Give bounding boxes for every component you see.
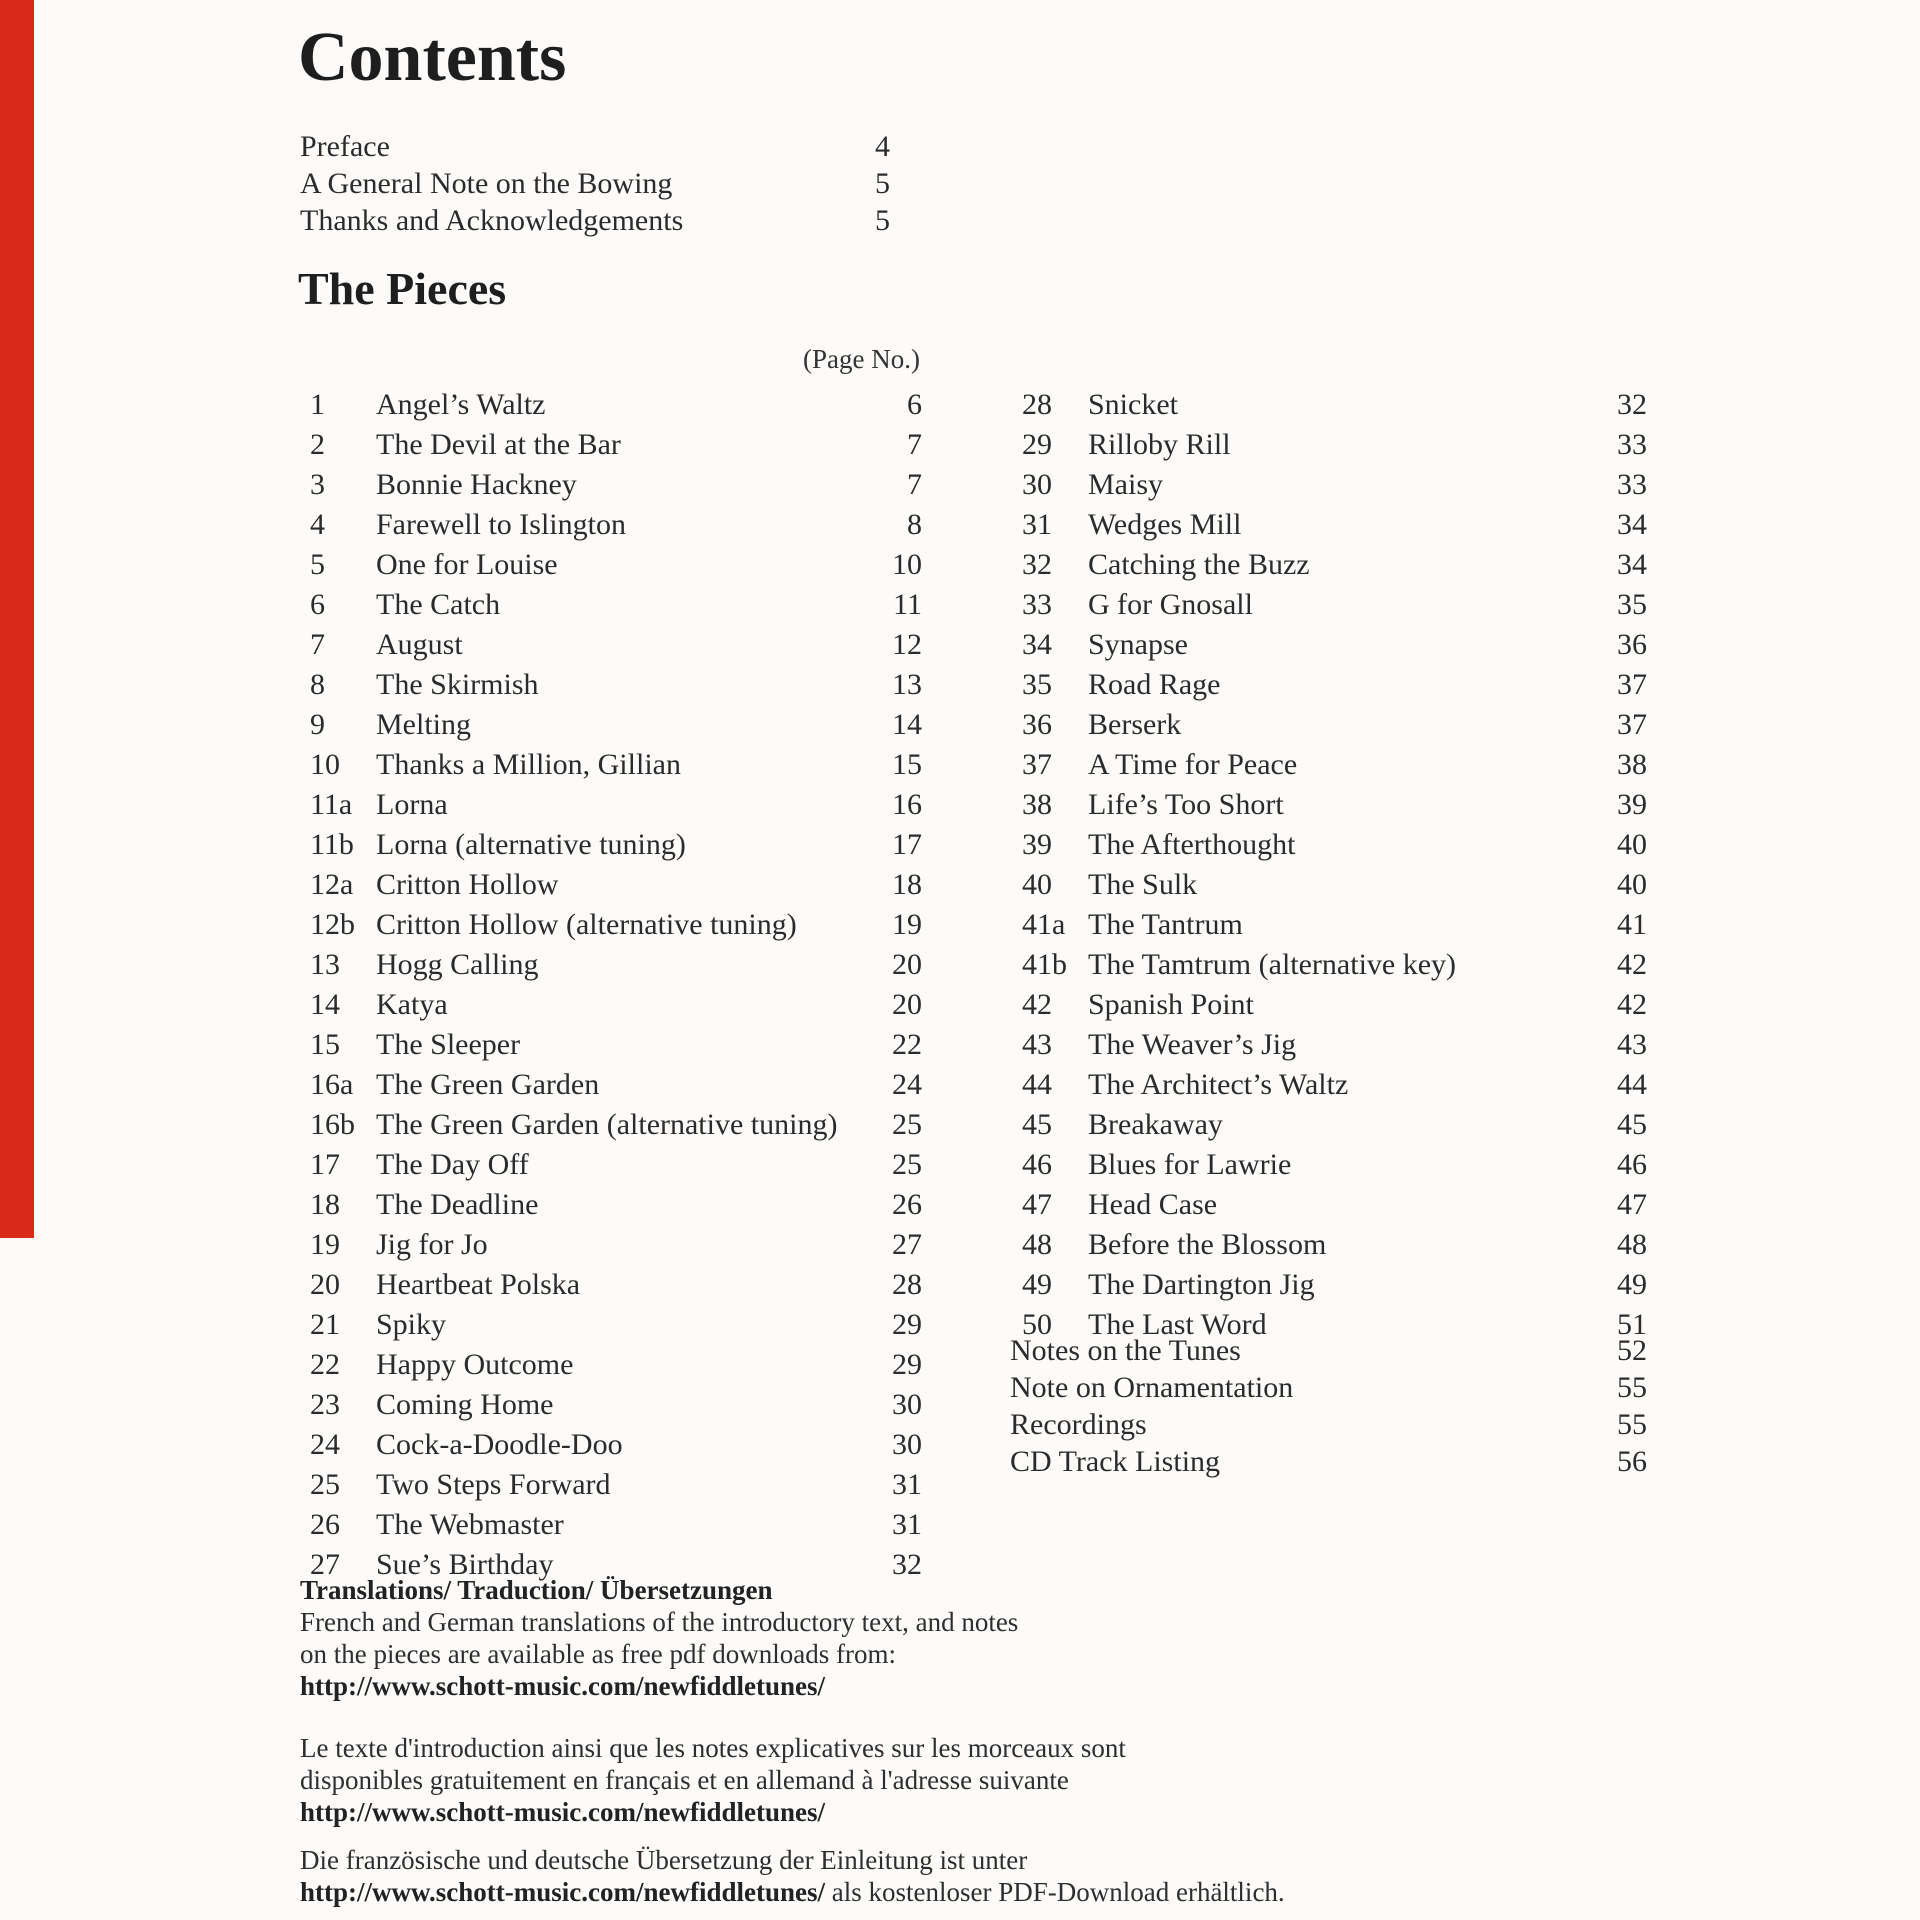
toc-entry-number: 12a bbox=[310, 868, 354, 901]
toc-entry-number: 34 bbox=[1022, 628, 1052, 661]
toc-entry-page-number: 29 bbox=[892, 1308, 922, 1341]
toc-row-page-number: 55 bbox=[1617, 1371, 1647, 1404]
toc-entry-number: 41a bbox=[1022, 908, 1066, 941]
toc-entry-title: Farewell to Islington bbox=[376, 508, 626, 541]
translations-french-line-1: Le texte d'introduction ainsi que les notes explicatives sur les morceaux sont bbox=[300, 1733, 1126, 1763]
toc-entry-page-number: 47 bbox=[1617, 1188, 1647, 1221]
toc-entry-row bbox=[1022, 745, 1647, 785]
toc-entry-title: Bonnie Hackney bbox=[376, 468, 577, 501]
toc-entry-row bbox=[1022, 905, 1647, 945]
translations-german-line-2 bbox=[300, 1876, 1400, 1908]
toc-entry-number: 25 bbox=[310, 1468, 340, 1501]
toc-entry-row bbox=[310, 705, 922, 745]
toc-entry-row bbox=[1022, 425, 1647, 465]
toc-entry-title: The Sulk bbox=[1088, 868, 1198, 901]
toc-entry-number: 3 bbox=[310, 468, 325, 501]
toc-entry-title: Jig for Jo bbox=[376, 1228, 488, 1261]
toc-entry-page-number: 20 bbox=[892, 948, 922, 981]
toc-entry-title: The Skirmish bbox=[376, 668, 539, 701]
toc-entry-row bbox=[1022, 505, 1647, 545]
toc-entry-number: 35 bbox=[1022, 668, 1052, 701]
toc-simple-row bbox=[1010, 1369, 1647, 1406]
toc-entry-row bbox=[310, 1465, 922, 1505]
toc-entry-page-number: 37 bbox=[1617, 708, 1647, 741]
toc-entry-title: Heartbeat Polska bbox=[376, 1268, 581, 1301]
toc-row-page-number: 5 bbox=[875, 167, 890, 200]
toc-entry-row bbox=[310, 1185, 922, 1225]
toc-entry-number: 21 bbox=[310, 1308, 340, 1341]
toc-entry-number: 16a bbox=[310, 1068, 354, 1101]
toc-entry-title: Spanish Point bbox=[1088, 988, 1254, 1021]
toc-entry-row bbox=[1022, 1065, 1647, 1105]
toc-row-label: Recordings bbox=[1010, 1408, 1147, 1441]
toc-entry-page-number: 25 bbox=[892, 1108, 922, 1141]
toc-entry-number: 39 bbox=[1022, 828, 1052, 861]
toc-entry-title: Happy Outcome bbox=[376, 1348, 574, 1381]
toc-entry-row bbox=[310, 1225, 922, 1265]
toc-entry-number: 45 bbox=[1022, 1108, 1052, 1141]
toc-entry-title: Head Case bbox=[1088, 1188, 1218, 1221]
toc-entry-row bbox=[310, 825, 922, 865]
toc-entry-title: The Tamtrum (alternative key) bbox=[1088, 948, 1457, 981]
toc-entry-page-number: 31 bbox=[892, 1508, 922, 1541]
toc-entry-page-number: 27 bbox=[892, 1228, 922, 1261]
toc-entry-page-number: 30 bbox=[892, 1388, 922, 1421]
toc-entry-title: Berserk bbox=[1088, 708, 1182, 741]
toc-entry-number: 16b bbox=[310, 1108, 355, 1141]
toc-entry-number: 48 bbox=[1022, 1228, 1052, 1261]
left-edge-red-stripe bbox=[0, 0, 34, 1238]
toc-entry-title: The Devil at the Bar bbox=[376, 428, 621, 461]
toc-entry-number: 50 bbox=[1022, 1308, 1052, 1341]
toc-entry-number: 1 bbox=[310, 388, 325, 421]
toc-entry-row bbox=[310, 1425, 922, 1465]
toc-entry-page-number: 34 bbox=[1617, 508, 1647, 541]
spacer bbox=[300, 1702, 1400, 1732]
toc-entry-page-number: 32 bbox=[892, 1548, 922, 1581]
toc-row-label: A General Note on the Bowing bbox=[300, 167, 673, 200]
toc-entry-number: 37 bbox=[1022, 748, 1052, 781]
toc-entry-title: Cock-a-Doodle-Doo bbox=[376, 1428, 623, 1461]
toc-entry-row bbox=[310, 1385, 922, 1425]
toc-entry-title: The Last Word bbox=[1088, 1308, 1267, 1341]
toc-entry-number: 17 bbox=[310, 1148, 340, 1181]
toc-entry-row bbox=[310, 945, 922, 985]
toc-entry-title: The Deadline bbox=[376, 1188, 539, 1221]
toc-entry-number: 15 bbox=[310, 1028, 340, 1061]
toc-entry-page-number: 42 bbox=[1617, 948, 1647, 981]
toc-entry-row bbox=[310, 1025, 922, 1065]
toc-entry-title: Two Steps Forward bbox=[376, 1468, 611, 1501]
toc-simple-row bbox=[1010, 1406, 1647, 1443]
toc-entry-title: Hogg Calling bbox=[376, 948, 539, 981]
toc-entry-title: Rilloby Rill bbox=[1088, 428, 1231, 461]
toc-entry-title: The Day Off bbox=[376, 1148, 529, 1181]
toc-row-page-number: 4 bbox=[875, 130, 890, 163]
toc-entry-title: Life’s Too Short bbox=[1088, 788, 1284, 821]
toc-entry-number: 42 bbox=[1022, 988, 1052, 1021]
toc-entry-title: The Green Garden (alternative tuning) bbox=[376, 1108, 838, 1141]
toc-entry-title: Angel’s Waltz bbox=[376, 388, 546, 421]
toc-entry-title: The Afterthought bbox=[1088, 828, 1296, 861]
toc-entry-page-number: 38 bbox=[1617, 748, 1647, 781]
toc-entry-page-number: 36 bbox=[1617, 628, 1647, 661]
toc-entry-page-number: 44 bbox=[1617, 1068, 1647, 1101]
toc-entry-page-number: 34 bbox=[1617, 548, 1647, 581]
toc-entry-number: 41b bbox=[1022, 948, 1067, 981]
translations-english-line-2: on the pieces are available as free pdf downloads from: bbox=[300, 1639, 897, 1669]
toc-entry-number: 9 bbox=[310, 708, 325, 741]
toc-entry-number: 14 bbox=[310, 988, 340, 1021]
toc-entry-number: 44 bbox=[1022, 1068, 1052, 1101]
toc-entry-title: Sue’s Birthday bbox=[376, 1548, 554, 1581]
toc-entry-page-number: 11 bbox=[893, 588, 922, 621]
toc-entry-title: August bbox=[376, 628, 463, 661]
toc-entry-title: Wedges Mill bbox=[1088, 508, 1242, 541]
toc-entry-title: Katya bbox=[376, 988, 448, 1021]
toc-entry-row bbox=[1022, 1265, 1647, 1305]
toc-entry-title: Thanks a Million, Gillian bbox=[376, 748, 681, 781]
toc-entry-row bbox=[310, 425, 922, 465]
toc-entry-page-number: 18 bbox=[892, 868, 922, 901]
page-title: Contents bbox=[298, 19, 567, 96]
translations-url-german: http://www.schott-music.com/newfiddletunes/ bbox=[300, 1877, 825, 1907]
section-heading: The Pieces bbox=[298, 263, 507, 314]
toc-entry-row bbox=[1022, 1145, 1647, 1185]
toc-entry-page-number: 7 bbox=[907, 428, 922, 461]
toc-simple-row bbox=[300, 165, 890, 202]
toc-entry-page-number: 12 bbox=[892, 628, 922, 661]
toc-simple-row bbox=[1010, 1443, 1647, 1480]
translations-heading: Translations/ Traduction/ Übersetzungen bbox=[300, 1575, 773, 1605]
toc-simple-row bbox=[1010, 1332, 1647, 1369]
toc-entry-row bbox=[1022, 1025, 1647, 1065]
toc-entry-number: 28 bbox=[1022, 388, 1052, 421]
toc-entry-row bbox=[310, 1145, 922, 1185]
toc-entry-page-number: 8 bbox=[907, 508, 922, 541]
translations-english-line-1: French and German translations of the introductory text, and notes bbox=[300, 1607, 1019, 1637]
toc-entry-number: 19 bbox=[310, 1228, 340, 1261]
toc-entry-page-number: 40 bbox=[1617, 828, 1647, 861]
toc-entry-row bbox=[310, 385, 922, 425]
toc-entry-number: 11b bbox=[310, 828, 354, 861]
toc-entry-number: 46 bbox=[1022, 1148, 1052, 1181]
toc-entry-title: Road Rage bbox=[1088, 668, 1221, 701]
toc-entry-row bbox=[310, 545, 922, 585]
toc-entry-number: 22 bbox=[310, 1348, 340, 1381]
toc-entry-title: The Sleeper bbox=[376, 1028, 521, 1061]
translations-french-line-2: disponibles gratuitement en français et en allemand à l'adresse suivante bbox=[300, 1765, 1069, 1795]
toc-entry-page-number: 14 bbox=[892, 708, 922, 741]
toc-entry-title: The Weaver’s Jig bbox=[1088, 1028, 1297, 1061]
front-matter-list bbox=[300, 128, 890, 239]
toc-entry-page-number: 49 bbox=[1617, 1268, 1647, 1301]
toc-entry-number: 40 bbox=[1022, 868, 1052, 901]
toc-entry-number: 33 bbox=[1022, 588, 1052, 621]
toc-entry-title: The Webmaster bbox=[376, 1508, 564, 1541]
toc-entry-page-number: 29 bbox=[892, 1348, 922, 1381]
toc-entry-title: Lorna bbox=[376, 788, 448, 821]
toc-entry-page-number: 19 bbox=[892, 908, 922, 941]
toc-entry-row bbox=[310, 905, 922, 945]
toc-entry-number: 2 bbox=[310, 428, 325, 461]
toc-entry-page-number: 24 bbox=[892, 1068, 922, 1101]
toc-entry-row bbox=[1022, 705, 1647, 745]
toc-entry-page-number: 43 bbox=[1617, 1028, 1647, 1061]
toc-entry-page-number: 20 bbox=[892, 988, 922, 1021]
toc-entry-title: One for Louise bbox=[376, 548, 558, 581]
toc-entry-page-number: 48 bbox=[1617, 1228, 1647, 1261]
toc-entry-row bbox=[1022, 785, 1647, 825]
toc-entry-page-number: 13 bbox=[892, 668, 922, 701]
toc-entry-number: 23 bbox=[310, 1388, 340, 1421]
toc-entry-page-number: 7 bbox=[907, 468, 922, 501]
toc-entry-row bbox=[1022, 545, 1647, 585]
toc-entry-title: The Tantrum bbox=[1088, 908, 1243, 941]
translations-german-line-1: Die französische und deutsche Übersetzung der Einleitung ist unter bbox=[300, 1845, 1028, 1875]
toc-entry-title: Breakaway bbox=[1088, 1108, 1223, 1141]
toc-entry-title: The Catch bbox=[376, 588, 501, 621]
toc-entry-title: G for Gnosall bbox=[1088, 588, 1253, 621]
toc-entry-row bbox=[310, 625, 922, 665]
toc-entry-row bbox=[1022, 585, 1647, 625]
toc-entry-page-number: 15 bbox=[892, 748, 922, 781]
toc-entry-row bbox=[310, 865, 922, 905]
toc-entry-row bbox=[1022, 825, 1647, 865]
toc-entry-page-number: 31 bbox=[892, 1468, 922, 1501]
translations-section bbox=[300, 1574, 1400, 1908]
toc-entry-page-number: 10 bbox=[892, 548, 922, 581]
toc-entry-page-number: 46 bbox=[1617, 1148, 1647, 1181]
toc-entry-number: 20 bbox=[310, 1268, 340, 1301]
toc-entry-row bbox=[1022, 1105, 1647, 1145]
toc-row-page-number: 56 bbox=[1617, 1445, 1647, 1478]
toc-entry-row bbox=[310, 665, 922, 705]
toc-row-label: CD Track Listing bbox=[1010, 1445, 1221, 1478]
toc-entry-number: 6 bbox=[310, 588, 325, 621]
toc-entry-row bbox=[310, 1505, 922, 1545]
toc-entry-title: Lorna (alternative tuning) bbox=[376, 828, 686, 861]
toc-entry-page-number: 35 bbox=[1617, 588, 1647, 621]
toc-entry-number: 12b bbox=[310, 908, 355, 941]
toc-entry-row bbox=[1022, 945, 1647, 985]
toc-entry-row bbox=[310, 585, 922, 625]
toc-entry-page-number: 28 bbox=[892, 1268, 922, 1301]
toc-entry-page-number: 25 bbox=[892, 1148, 922, 1181]
toc-entry-title: Spiky bbox=[376, 1308, 447, 1341]
toc-entry-row bbox=[1022, 625, 1647, 665]
toc-entry-page-number: 33 bbox=[1617, 468, 1647, 501]
toc-entry-number: 31 bbox=[1022, 508, 1052, 541]
toc-entry-title: The Green Garden bbox=[376, 1068, 600, 1101]
toc-entry-page-number: 30 bbox=[892, 1428, 922, 1461]
toc-entry-title: Critton Hollow bbox=[376, 868, 559, 901]
toc-entry-number: 24 bbox=[310, 1428, 340, 1461]
toc-entry-number: 7 bbox=[310, 628, 325, 661]
toc-entry-row bbox=[310, 1345, 922, 1385]
toc-entry-row bbox=[310, 505, 922, 545]
toc-entry-row bbox=[1022, 465, 1647, 505]
toc-entry-page-number: 42 bbox=[1617, 988, 1647, 1021]
toc-entry-number: 27 bbox=[310, 1548, 340, 1581]
toc-entry-number: 26 bbox=[310, 1508, 340, 1541]
toc-entry-page-number: 40 bbox=[1617, 868, 1647, 901]
toc-entry-title: Maisy bbox=[1088, 468, 1163, 501]
toc-entry-row bbox=[1022, 385, 1647, 425]
toc-simple-row bbox=[300, 128, 890, 165]
toc-entry-row bbox=[310, 985, 922, 1025]
toc-entry-title: Blues for Lawrie bbox=[1088, 1148, 1292, 1181]
toc-entry-row bbox=[310, 785, 922, 825]
toc-entry-number: 36 bbox=[1022, 708, 1052, 741]
toc-entry-row bbox=[310, 465, 922, 505]
toc-entry-number: 43 bbox=[1022, 1028, 1052, 1061]
toc-entry-page-number: 41 bbox=[1617, 908, 1647, 941]
toc-row-label: Notes on the Tunes bbox=[1010, 1334, 1241, 1367]
toc-entry-page-number: 22 bbox=[892, 1028, 922, 1061]
toc-row-page-number: 5 bbox=[875, 204, 890, 237]
toc-entry-number: 5 bbox=[310, 548, 325, 581]
toc-row-label: Note on Ornamentation bbox=[1010, 1371, 1294, 1404]
toc-row-label: Thanks and Acknowledgements bbox=[300, 204, 684, 237]
toc-entry-page-number: 6 bbox=[907, 388, 922, 421]
page-no-column-label: (Page No.) bbox=[803, 344, 920, 374]
toc-entry-row bbox=[310, 745, 922, 785]
toc-entry-row bbox=[1022, 985, 1647, 1025]
toc-entry-row bbox=[310, 1305, 922, 1345]
spacer bbox=[300, 1828, 1400, 1844]
translations-url-french: http://www.schott-music.com/newfiddletunes/ bbox=[300, 1797, 825, 1827]
toc-entry-title: The Dartington Jig bbox=[1088, 1268, 1315, 1301]
toc-entry-title: Snicket bbox=[1088, 388, 1178, 421]
toc-entry-number: 11a bbox=[310, 788, 353, 821]
toc-entry-title: Catching the Buzz bbox=[1088, 548, 1310, 581]
translations-url-english: http://www.schott-music.com/newfiddletunes/ bbox=[300, 1671, 825, 1701]
toc-entry-page-number: 45 bbox=[1617, 1108, 1647, 1141]
toc-entry-row bbox=[1022, 665, 1647, 705]
toc-entry-title: Coming Home bbox=[376, 1388, 554, 1421]
toc-entry-title: A Time for Peace bbox=[1088, 748, 1298, 781]
toc-entry-page-number: 33 bbox=[1617, 428, 1647, 461]
toc-entry-title: The Architect’s Waltz bbox=[1088, 1068, 1349, 1101]
translations-german-suffix: als kostenloser PDF-Download erhältlich. bbox=[825, 1877, 1285, 1907]
toc-entry-title: Synapse bbox=[1088, 628, 1188, 661]
toc-entry-number: 8 bbox=[310, 668, 325, 701]
toc-entry-number: 18 bbox=[310, 1188, 340, 1221]
toc-entry-page-number: 16 bbox=[892, 788, 922, 821]
toc-entry-page-number: 37 bbox=[1617, 668, 1647, 701]
toc-simple-row bbox=[300, 202, 890, 239]
back-matter-list bbox=[1010, 1332, 1647, 1480]
toc-row-page-number: 55 bbox=[1617, 1408, 1647, 1441]
toc-entry-page-number: 51 bbox=[1617, 1308, 1647, 1341]
toc-entry-number: 30 bbox=[1022, 468, 1052, 501]
toc-entry-number: 13 bbox=[310, 948, 340, 981]
toc-entry-page-number: 17 bbox=[892, 828, 922, 861]
toc-entry-number: 38 bbox=[1022, 788, 1052, 821]
toc-entry-row bbox=[310, 1265, 922, 1305]
pieces-column-right bbox=[1022, 385, 1647, 1345]
toc-entry-number: 4 bbox=[310, 508, 325, 541]
toc-entry-row bbox=[310, 1065, 922, 1105]
toc-entry-page-number: 32 bbox=[1617, 388, 1647, 421]
toc-entry-number: 29 bbox=[1022, 428, 1052, 461]
toc-entry-number: 49 bbox=[1022, 1268, 1052, 1301]
toc-entry-title: Critton Hollow (alternative tuning) bbox=[376, 908, 797, 941]
toc-entry-number: 10 bbox=[310, 748, 340, 781]
toc-entry-page-number: 26 bbox=[892, 1188, 922, 1221]
toc-entry-row bbox=[1022, 1185, 1647, 1225]
toc-row-page-number: 52 bbox=[1617, 1334, 1647, 1367]
toc-entry-title: Melting bbox=[376, 708, 471, 741]
toc-entry-page-number: 39 bbox=[1617, 788, 1647, 821]
toc-entry-number: 32 bbox=[1022, 548, 1052, 581]
toc-entry-row bbox=[1022, 865, 1647, 905]
toc-entry-row bbox=[310, 1105, 922, 1145]
pieces-column-left bbox=[310, 385, 922, 1585]
toc-row-label: Preface bbox=[300, 130, 390, 163]
toc-entry-number: 47 bbox=[1022, 1188, 1052, 1221]
toc-entry-row bbox=[1022, 1225, 1647, 1265]
toc-entry-title: Before the Blossom bbox=[1088, 1228, 1327, 1261]
